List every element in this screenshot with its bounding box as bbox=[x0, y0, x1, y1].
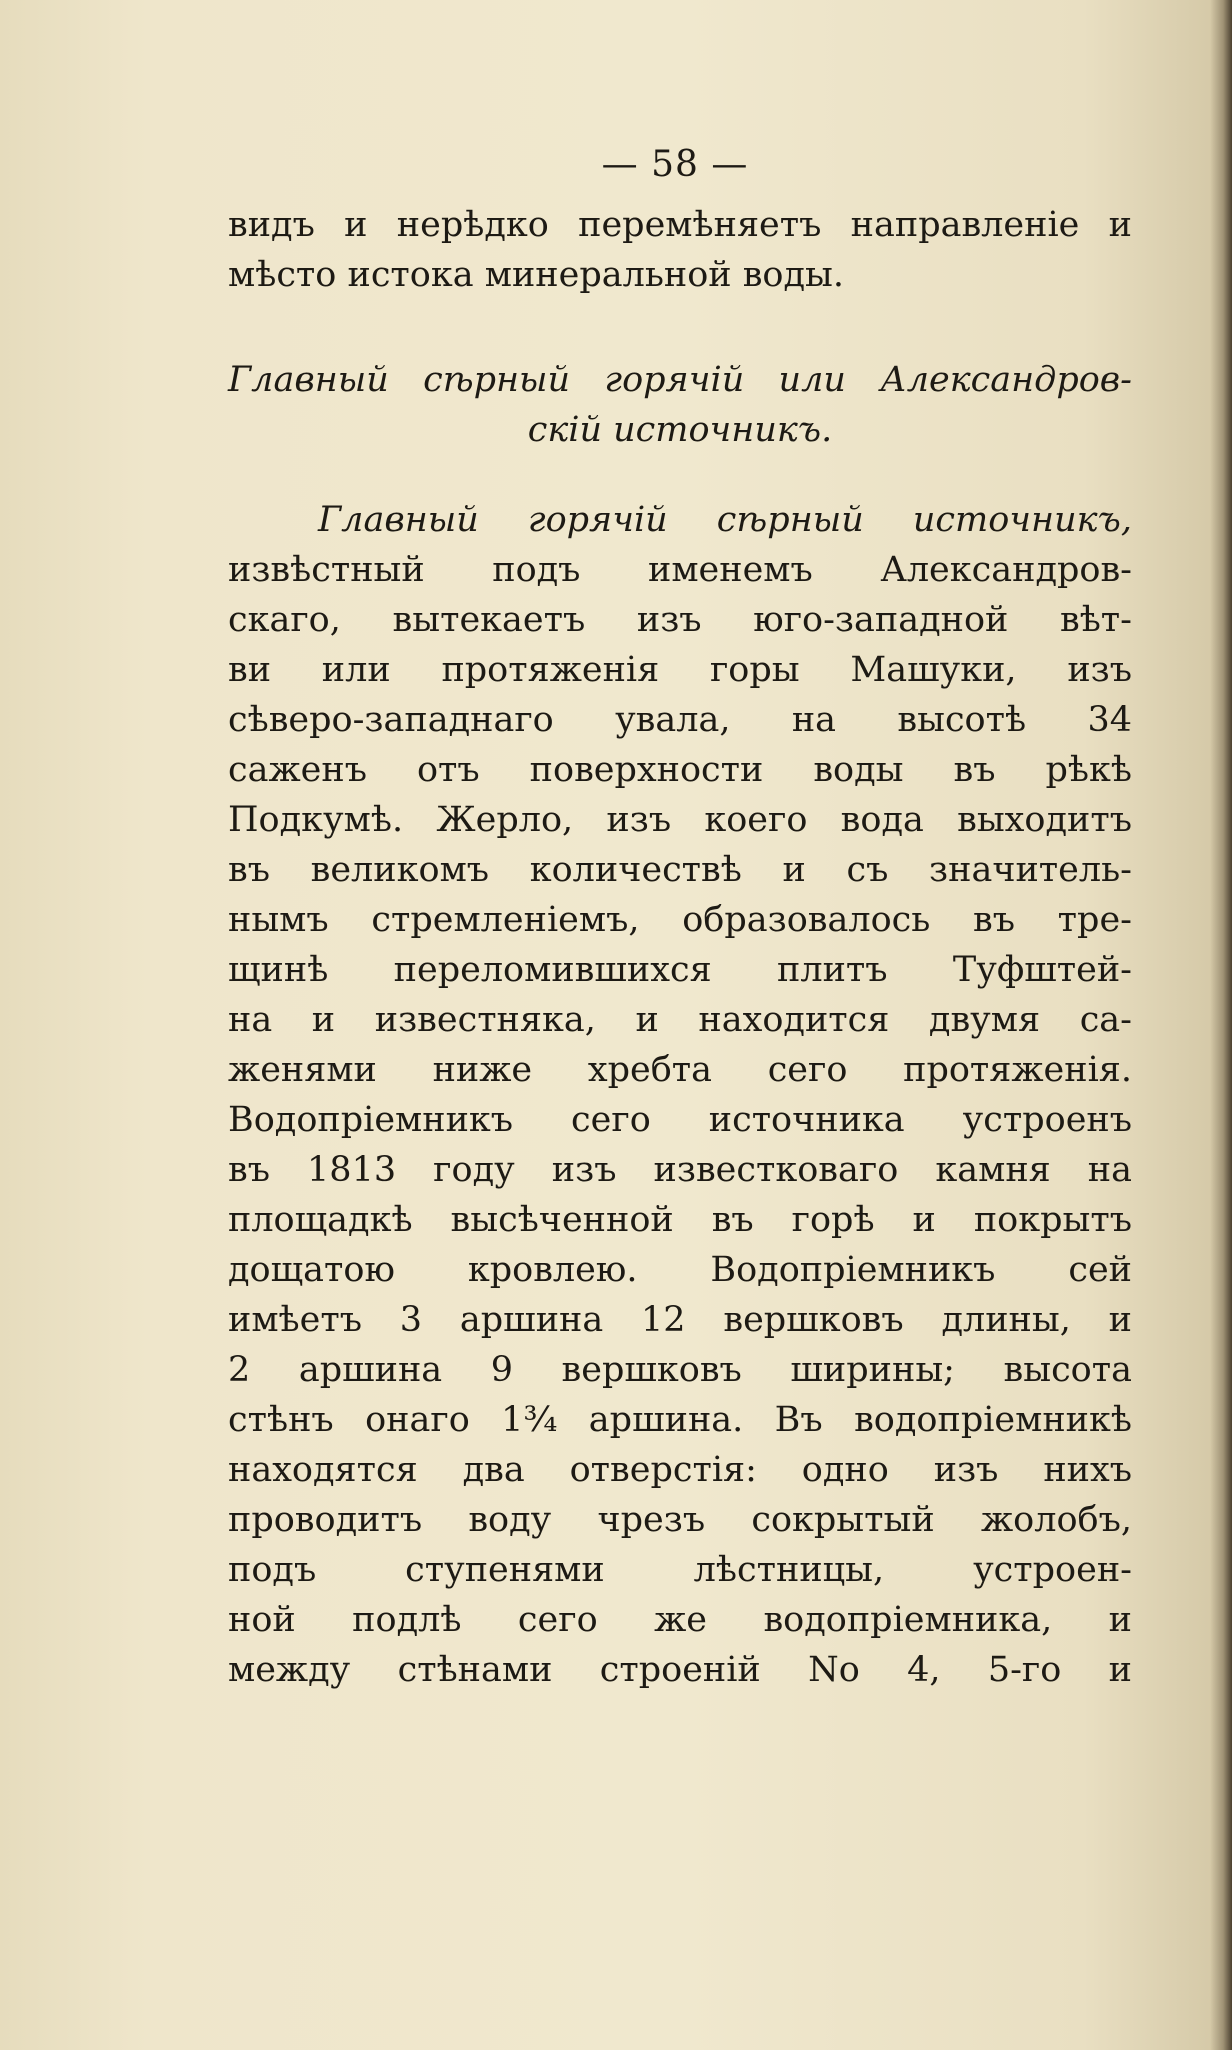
body-line: щинѣ переломившихся плитъ Туфштей- bbox=[228, 950, 1132, 990]
body-line: нымъ стремленіемъ, образовалось въ тре- bbox=[228, 900, 1132, 940]
intro-paragraph bbox=[228, 200, 1132, 300]
heading-line: Главный сѣрный горячій или Александров- bbox=[228, 360, 1132, 400]
body-line: проводитъ воду чрезъ сокрытый жолобъ, bbox=[228, 1500, 1132, 1540]
text-block bbox=[228, 135, 1132, 1695]
body-line: Подкумѣ. Жерло, изъ коего вода выходитъ bbox=[228, 800, 1132, 840]
page-binding-shadow bbox=[1210, 0, 1232, 2050]
body-line: въ 1813 году изъ известковаго камня на bbox=[228, 1150, 1132, 1190]
section-heading bbox=[228, 355, 1132, 455]
body-line: ной подлѣ сего же водопріемника, и bbox=[228, 1600, 1132, 1640]
body-line: Водопріемникъ сего источника устроенъ bbox=[228, 1100, 1132, 1140]
body-line: дощатою кровлею. Водопріемникъ сей bbox=[228, 1250, 1132, 1290]
body-line: извѣстный подъ именемъ Александров- bbox=[228, 550, 1132, 590]
body-line: въ великомъ количествѣ и съ значитель- bbox=[228, 850, 1132, 890]
body-line: Главный горячій сѣрный источникъ, bbox=[318, 500, 1132, 540]
intro-line: мѣсто истока минеральной воды. bbox=[228, 255, 845, 295]
body-line: 2 аршина 9 вершковъ ширины; высота bbox=[228, 1350, 1132, 1390]
body-line: стѣнъ онаго 1¾ аршина. Въ водопріемникѣ bbox=[228, 1400, 1132, 1440]
body-line: имѣетъ 3 аршина 12 вершковъ длины, и bbox=[228, 1300, 1132, 1340]
body-paragraph bbox=[228, 495, 1132, 1695]
body-line: площадкѣ высѣченной въ горѣ и покрытъ bbox=[228, 1200, 1132, 1240]
intro-line: видъ и нерѣдко перемѣняетъ направленіе и bbox=[228, 205, 1132, 245]
heading-line: скій источникъ. bbox=[527, 410, 833, 450]
body-line: саженъ отъ поверхности воды въ рѣкѣ bbox=[228, 750, 1132, 790]
page-number: — 58 — bbox=[601, 144, 749, 185]
body-line: подъ ступенями лѣстницы, устроен- bbox=[228, 1550, 1132, 1590]
body-line: ви или протяженія горы Машуки, изъ bbox=[228, 650, 1132, 690]
body-line: находятся два отверстія: одно изъ нихъ bbox=[228, 1450, 1132, 1490]
body-line: на и известняка, и находится двумя са- bbox=[228, 1000, 1132, 1040]
body-line: сѣверо-западнаго увала, на высотѣ 34 bbox=[228, 700, 1132, 740]
body-line: между стѣнами строеній No 4, 5-го и bbox=[228, 1650, 1132, 1690]
body-line: скаго, вытекаетъ изъ юго-западной вѣт- bbox=[228, 600, 1132, 640]
body-line: женями ниже хребта сего протяженія. bbox=[228, 1050, 1132, 1090]
